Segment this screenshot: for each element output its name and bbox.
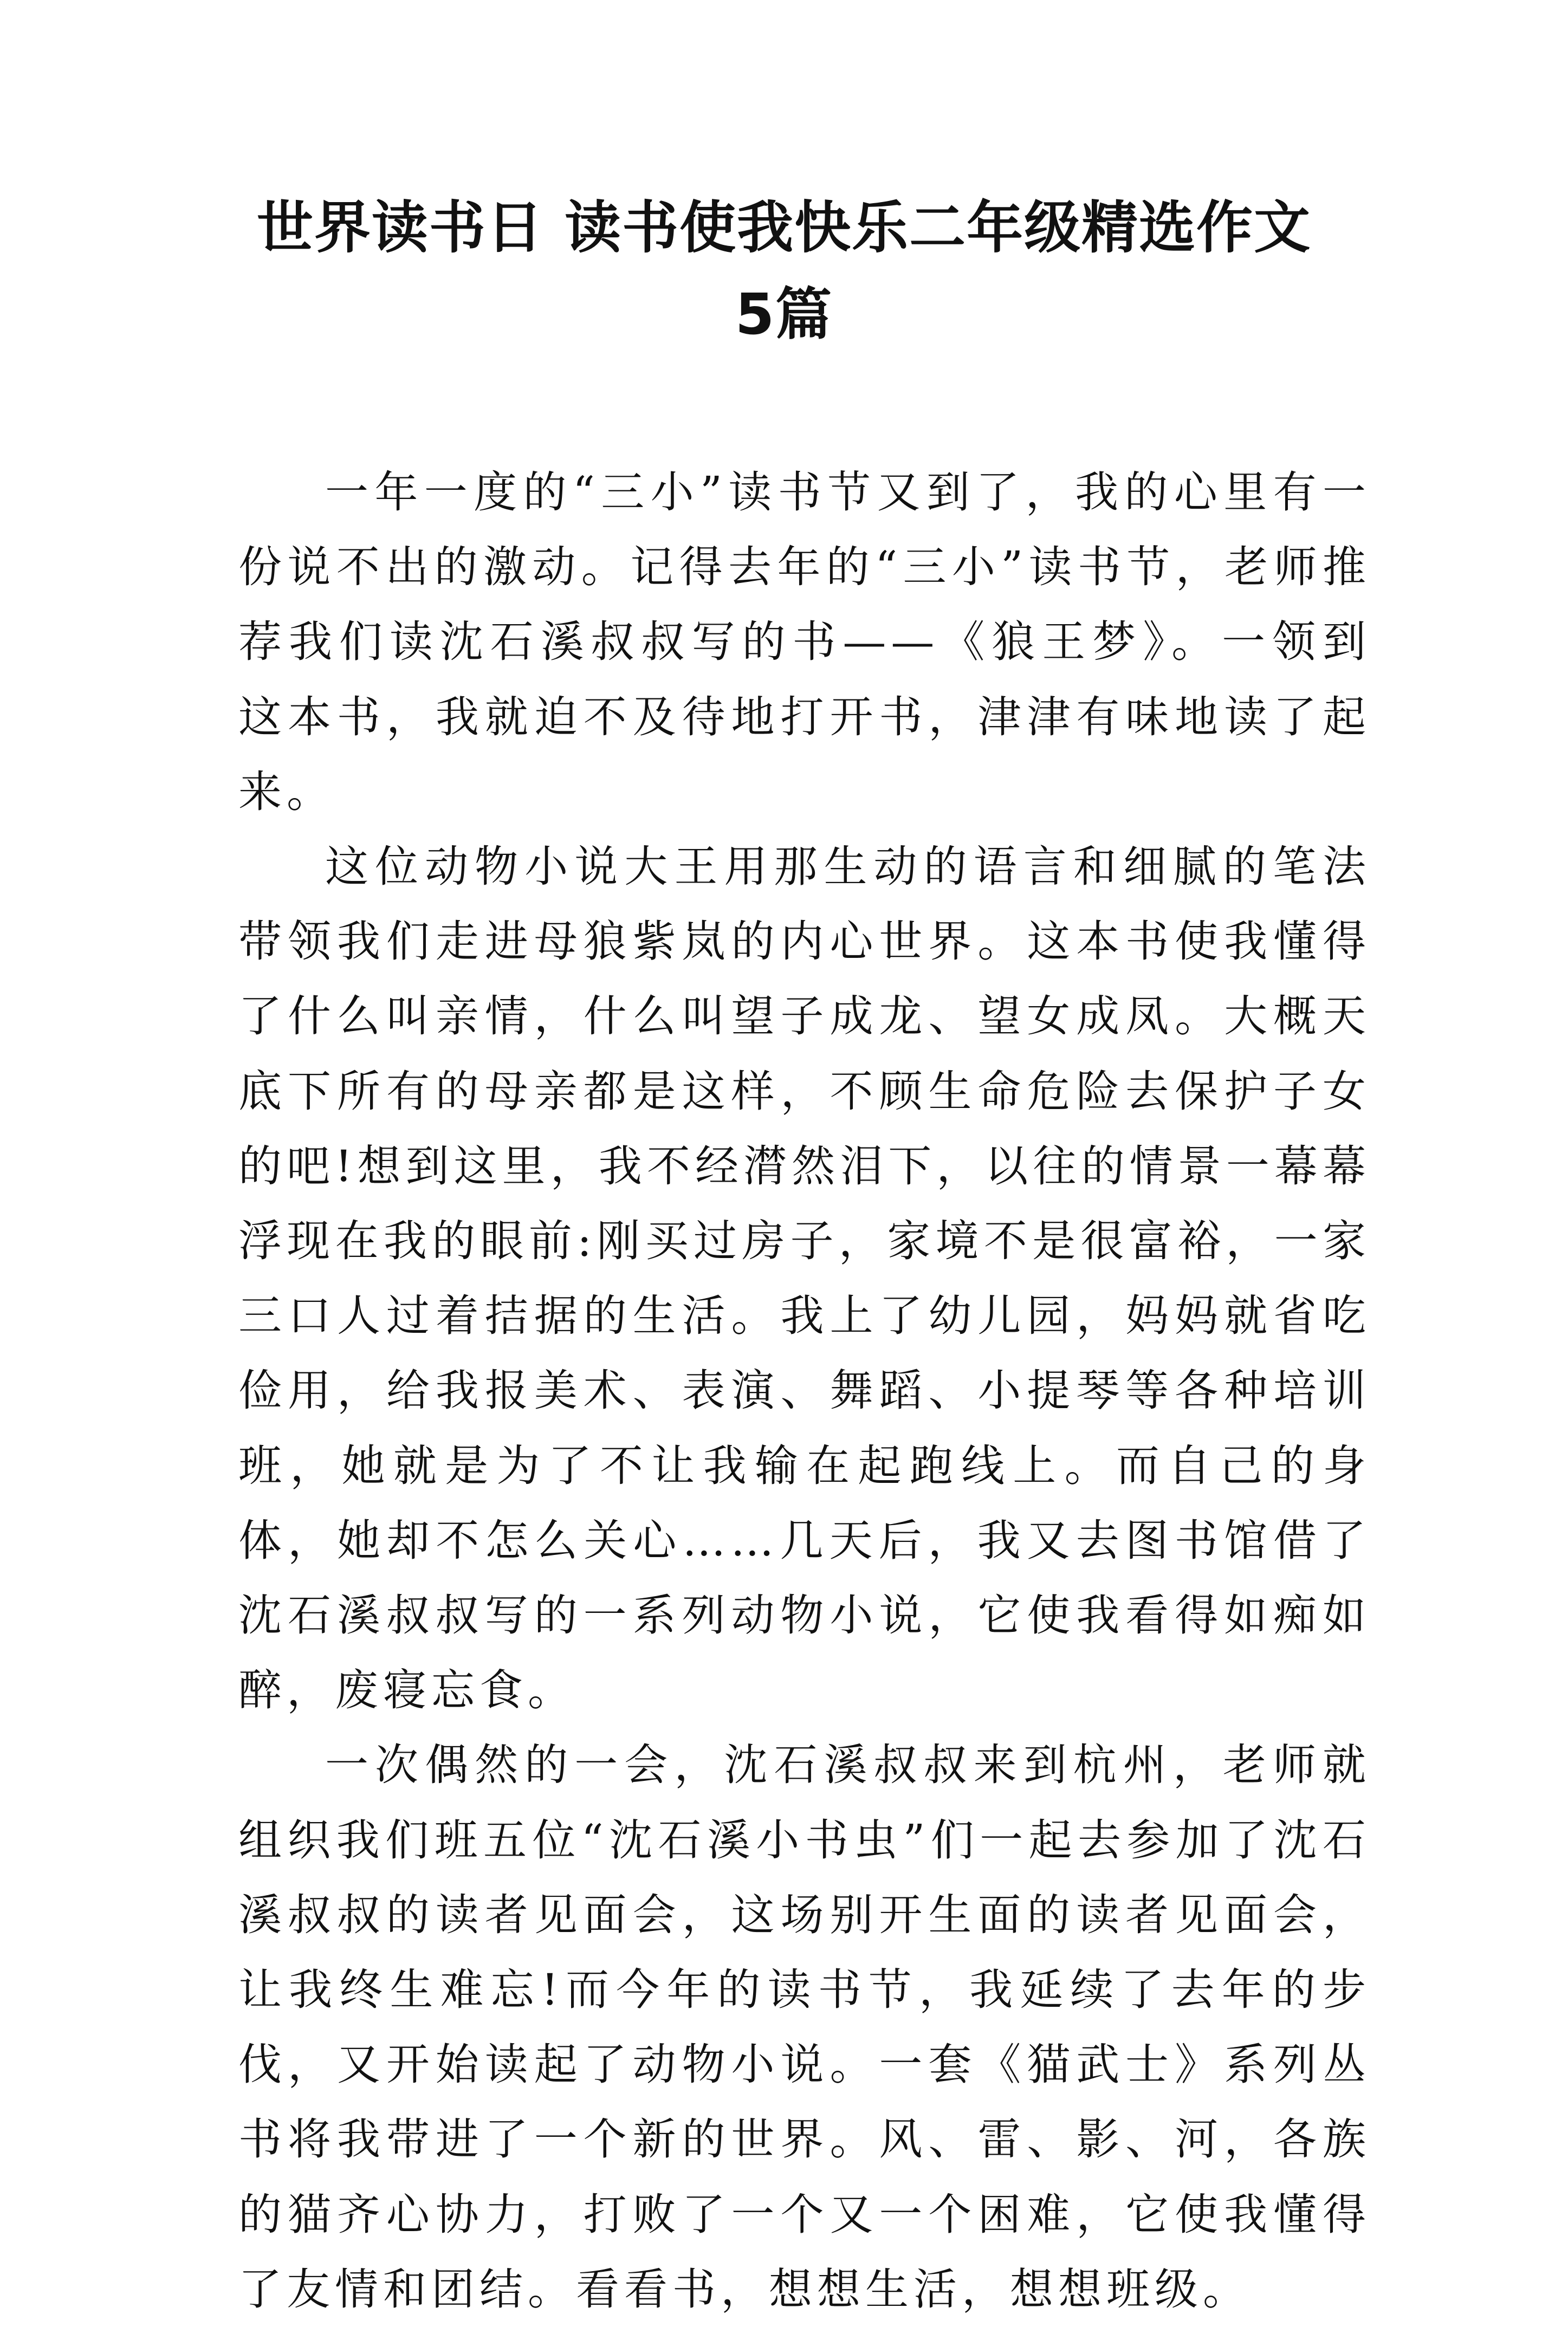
paragraph-3: 一次偶然的一会，沈石溪叔叔来到杭州，老师就组织我们班五位“沈石溪小书虫”们一起去参加了沈石溪叔叔的读者见面会，这场别开生面的读者见面会，让我终生难忘!而今年的读书节，我延续了去年的步伐，又开始读起了动物小说。一套《猫武士》系列丛书将我带进了一个新的世界。风、雷、影、河，各族的猫齐心协力，打败了一个又一个困难，它使我懂得了友情和团结。看看书，想想生活，想想班级。 <box>238 1740 1371 2315</box>
document-body <box>238 455 1371 2327</box>
paragraph-2: 这位动物小说大王用那生动的语言和细腻的笔法带领我们走进母狼紫岚的内心世界。这本书使我懂得了什么叫亲情，什么叫望子成龙、望女成凤。大概天底下所有的母亲都是这样，不顾生命危险去保护子女的吧!想到这里，我不经潸然泪下，以往的情景一幕幕浮现在我的眼前:刚买过房子，家境不是很富裕，一家三口人过着拮据的生活。我上了幼儿园，妈妈就省吃俭用，给我报美术、表演、舞蹈、小提琴等各种培训班，她就是为了不让我输在起跑线上。而自己的身体，她却不怎么关心……几天后，我又去图书馆借了沈石溪叔叔写的一系列动物小说，它使我看得如痴如醉，废寝忘食。 <box>238 841 1371 1716</box>
paragraph-1: 一年一度的“三小”读书节又到了，我的心里有一份说不出的激动。记得去年的“三小”读书节，老师推荐我们读沈石溪叔叔写的书——《狼王梦》。一领到这本书，我就迫不及待地打开书，津津有味地读了起来。 <box>238 467 1371 817</box>
document-title <box>217 184 1351 358</box>
title-line-2: 5篇 <box>735 281 833 347</box>
title-line-1: 世界读书日 读书使我快乐二年级精选作文 <box>256 195 1312 261</box>
